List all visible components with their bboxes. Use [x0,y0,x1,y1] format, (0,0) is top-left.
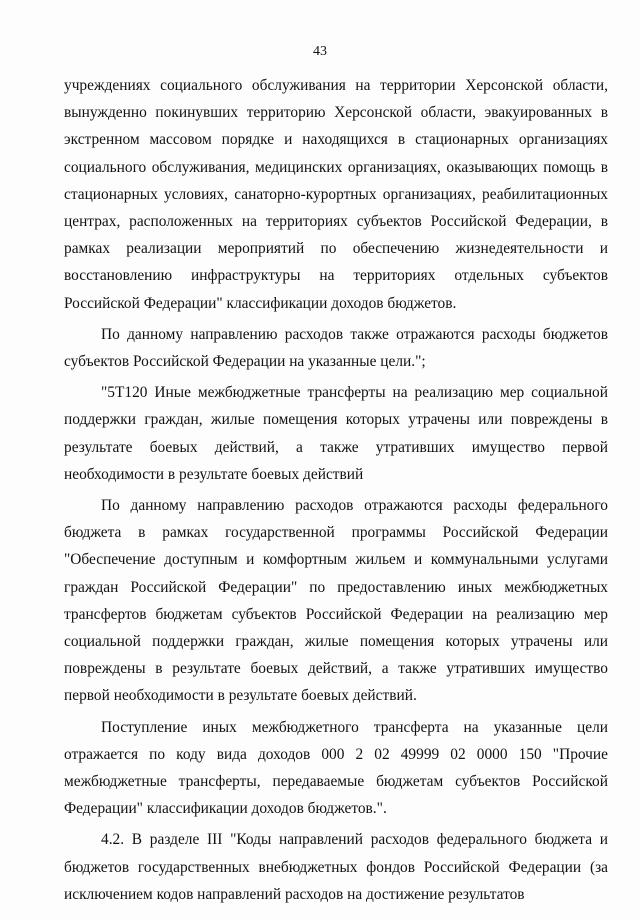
body-text [64,72,608,908]
paragraph-federal-budget: По данному направлению расходов отражаются расходы федерального бюджета в рамках государственной программы Российской Федерации "Обеспечение доступным и комфортным жильем и коммунальными услугами граждан Российской Федерации" по предоставлению иных межбюджетных трансфертов бюджетам субъектов Российской Федерации на реализацию мер социальной поддержки граждан, жилые помещения которых утрачены или повреждены в результате боевых действий, а также утративших имущество первой необходимости в результате боевых действий. [64,497,608,705]
paragraph-continuation: учреждениях социального обслуживания на территории Херсонской области, вынужденно покинувших территорию Херсонской области, эвакуированных в экстренном массовом порядке и находящихся в стационарных организациях социального обслуживания, медицинских организациях, оказывающих помощь в стационарных условиях, санаторно-курортных организациях, реабилитационных центрах, расположенных на территориях субъектов Российской Федерации, в рамках реализации мероприятий по обеспечению жизнедеятельности и восстановлению инфраструктуры на территориях отдельных субъектов Российской Федерации" классификации доходов бюджетов. [64,77,608,312]
page-number: 43 [313,44,327,59]
paragraph-code-5t120: "5Т120 Иные межбюджетные трансферты на реализацию мер социальной поддержки граждан, жилые помещения которых утрачены или повреждены в результате боевых действий, а также утративших имущество первой необходимости в результате боевых действий [64,384,608,483]
paragraph-revenue-code: Поступление иных межбюджетного трансферта на указанные цели отражается по коду вида доходов 000 2 02 49999 02 0000 150 "Прочие межбюджетные трансферты, передаваемые бюджетам субъектов Российской Федерации" классификации доходов бюджетов.". [64,718,608,818]
paragraph-section-4-2: 4.2. В разделе III "Коды направлений расходов федерального бюджета и бюджетов государственных внебюджетных фондов Российской Федерации (за исключением кодов направлений расходов на достижение результатов [64,831,608,903]
paragraph-expenses-note: По данному направлению расходов также отражаются расходы бюджетов субъектов Российской Федерации на указанные цели."; [64,325,608,371]
